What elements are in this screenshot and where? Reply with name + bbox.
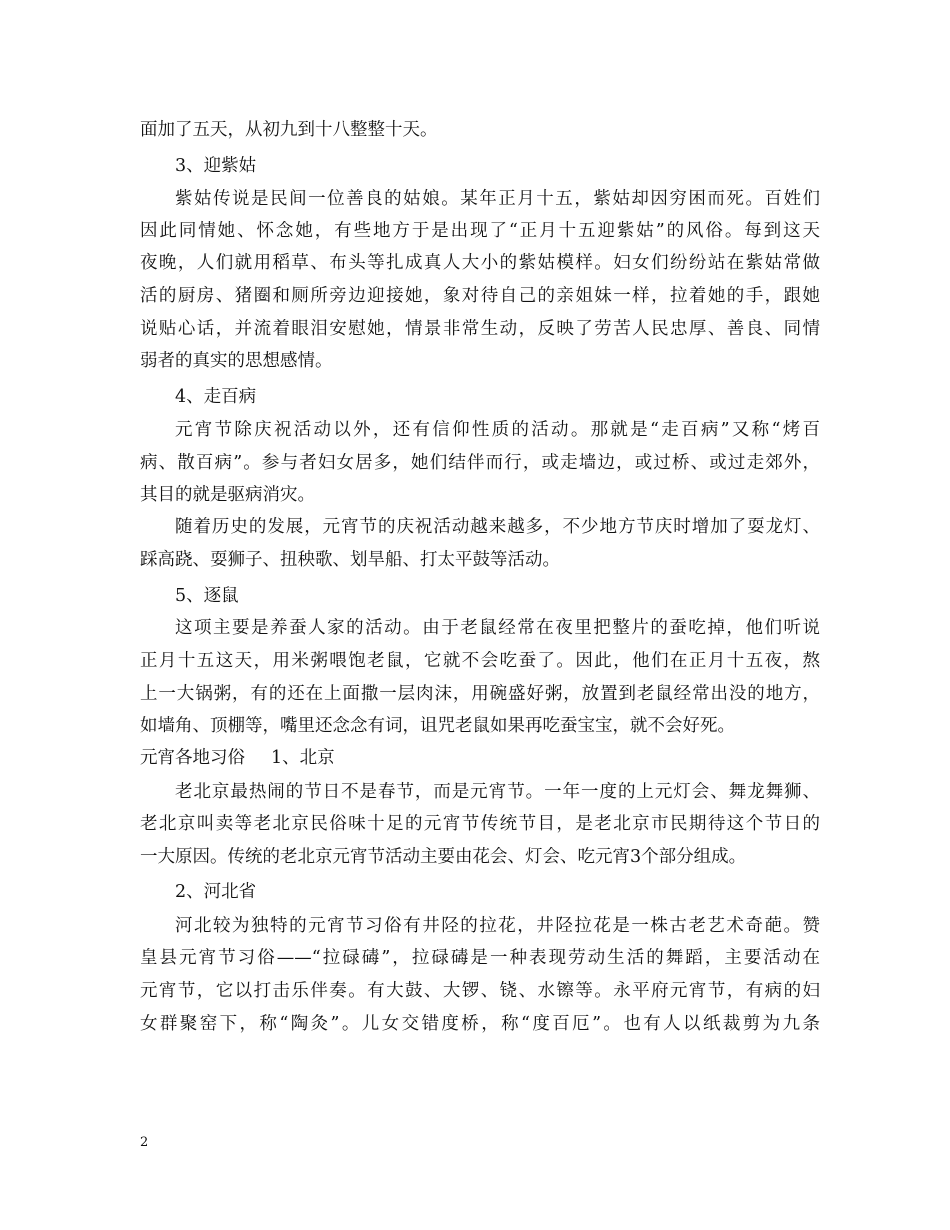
paragraph-line: 皇县元宵节习俗——“拉碌碡”，拉碌碡是一种表现劳动生活的舞蹈，主要活动在 <box>140 948 820 968</box>
paragraph-line: 老北京叫卖等老北京民俗味十足的元宵节传统节目，是老北京市民期待这个节日的 <box>140 814 820 834</box>
paragraph-line: 面加了五天，从初九到十八整整十天。 <box>140 120 438 140</box>
section-heading: 4、走百病 <box>175 387 257 407</box>
section-title: 元宵各地习俗 <box>140 748 245 768</box>
paragraph-line: 元宵节除庆祝活动以外，还有信仰性质的活动。那就是“走百病”又称“烤百 <box>175 420 820 440</box>
paragraph-line: 说贴心话，并流着眼泪安慰她，情景非常生动，反映了劳苦人民忠厚、善良、同情 <box>140 319 820 339</box>
section-heading: 5、逐鼠 <box>175 586 239 606</box>
section-heading: 3、迎紫姑 <box>175 156 257 176</box>
paragraph-line: 夜晚，人们就用稻草、布头等扎成真人大小的紫姑模样。妇女们纷纷站在紫姑常做 <box>140 253 820 273</box>
paragraph-line: 如墙角、顶棚等，嘴里还念念有词，诅咒老鼠如果再吃蚕宝宝，就不会好死。 <box>140 716 735 736</box>
section-heading: 1、北京 <box>271 748 335 768</box>
paragraph-line: 元宵节，它以打击乐伴奏。有大鼓、大锣、铙、水镲等。永平府元宵节，有病的妇 <box>140 981 820 1001</box>
paragraph-line: 活的厨房、猪圈和厕所旁边迎接她，象对待自己的亲姐妹一样，拉着她的手，跟她 <box>140 286 820 306</box>
paragraph-line: 女群聚窑下，称“陶灸”。儿女交错度桥，称“度百厄”。也有人以纸裁剪为九条 <box>140 1014 820 1034</box>
paragraph-line: 紫姑传说是民间一位善良的姑娘。某年正月十五，紫姑却因穷困而死。百姓们 <box>175 189 820 209</box>
section-heading-row <box>140 746 820 770</box>
paragraph-line: 病、散百病”。参与者妇女居多，她们结伴而行，或走墙边，或过桥、或过走郊外， <box>140 453 820 473</box>
section-heading: 2、河北省 <box>175 882 257 902</box>
paragraph-line: 随着历史的发展，元宵节的庆祝活动越来越多，不少地方节庆时增加了耍龙灯、 <box>175 517 820 537</box>
page-number: 2 <box>140 1135 149 1150</box>
paragraph-line: 这项主要是养蚕人家的活动。由于老鼠经常在夜里把整片的蚕吃掉，他们听说 <box>175 618 820 638</box>
paragraph-line: 弱者的真实的思想感情。 <box>140 351 333 371</box>
paragraph-line: 上一大锅粥，有的还在上面撒一层肉沫，用碗盛好粥，放置到老鼠经常出没的地方， <box>140 684 820 704</box>
paragraph-line: 正月十五这天，用米粥喂饱老鼠，它就不会吃蚕了。因此，他们在正月十五夜，熬 <box>140 651 820 671</box>
paragraph-line: 河北较为独特的元宵节习俗有井陉的拉花，井陉拉花是一株古老艺术奇葩。赞 <box>175 916 820 936</box>
paragraph-line: 一大原因。传统的老北京元宵节活动主要由花会、灯会、吃元宵3个部分组成。 <box>140 847 747 867</box>
paragraph-line: 老北京最热闹的节日不是春节，而是元宵节。一年一度的上元灯会、舞龙舞狮、 <box>175 782 820 802</box>
paragraph-line: 踩高跷、耍狮子、扭秧歌、划旱船、打太平鼓等活动。 <box>140 550 560 570</box>
paragraph-line: 因此同情她、怀念她，有些地方于是出现了“正月十五迎紫姑”的风俗。每到这天 <box>140 221 820 241</box>
paragraph-line: 其目的就是驱病消灾。 <box>140 485 315 505</box>
